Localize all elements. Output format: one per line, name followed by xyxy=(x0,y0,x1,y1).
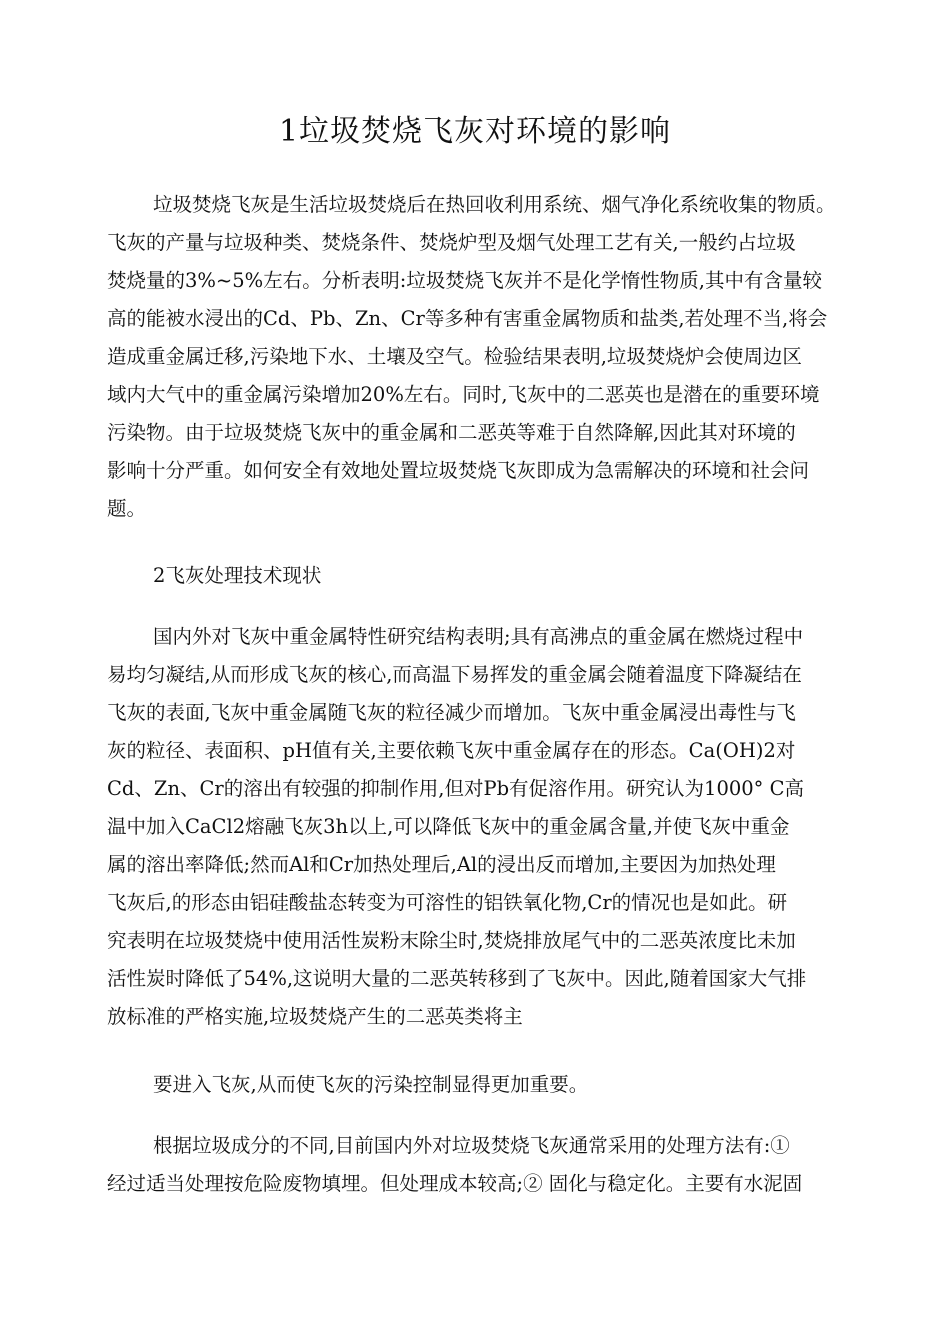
paragraph-line: 活性炭时降低了54%,这说明大量的二恶英转移到了飞灰中。因此,随着国家大气排 xyxy=(107,967,807,990)
paragraph-line: 经过适当处理按危险废物填埋。但处理成本较高;② 固化与稳定化。主要有水泥固 xyxy=(107,1172,803,1195)
paragraph-line: Cd、Zn、Cr的溶出有较强的抑制作用,但对Pb有促溶作用。研究认为1000° C高 xyxy=(107,777,805,800)
paragraph-line: 飞灰的产量与垃圾种类、焚烧条件、焚烧炉型及烟气处理工艺有关,一般约占垃圾 xyxy=(107,231,796,254)
paragraph-line: 造成重金属迁移,污染地下水、土壤及空气。检验结果表明,垃圾焚烧炉会使周边区 xyxy=(107,345,802,368)
paragraph-line: 焚烧量的3%~5%左右。分析表明:垃圾焚烧飞灰并不是化学惰性物质,其中有含量较 xyxy=(107,269,822,292)
paragraph-line: 影响十分严重。如何安全有效地处置垃圾焚烧飞灰即成为急需解决的环境和社会问 xyxy=(107,459,810,482)
paragraph-line: 放标准的严格实施,垃圾焚烧产生的二恶英类将主 xyxy=(107,1005,523,1028)
paragraph-line: 要进入飞灰,从而使飞灰的污染控制显得更加重要。 xyxy=(153,1073,589,1096)
section-heading: 2飞灰处理技术现状 xyxy=(153,564,322,587)
paragraph-line: 温中加入CaCl2熔融飞灰3h以上,可以降低飞灰中的重金属含量,并使飞灰中重金 xyxy=(107,815,790,838)
paragraph-line: 高的能被水浸出的Cd、Pb、Zn、Cr等多种有害重金属物质和盐类,若处理不当,将会 xyxy=(107,307,828,330)
paragraph-line: 污染物。由于垃圾焚烧飞灰中的重金属和二恶英等难于自然降解,因此其对环境的 xyxy=(107,421,796,444)
paragraph-line: 题。 xyxy=(107,497,147,520)
document-title: 1垃圾焚烧飞灰对环境的影响 xyxy=(278,114,672,149)
paragraph-line: 根据垃圾成分的不同,目前国内外对垃圾焚烧飞灰通常采用的处理方法有:① xyxy=(153,1134,790,1157)
paragraph-line: 飞灰的表面,飞灰中重金属随飞灰的粒径减少而增加。飞灰中重金属浸出毒性与飞 xyxy=(107,701,796,724)
paragraph-line: 灰的粒径、表面积、pH值有关,主要依赖飞灰中重金属存在的形态。Ca(OH)2对 xyxy=(107,739,796,762)
paragraph-line: 属的溶出率降低;然而Al和Cr加热处理后,Al的浸出反而增加,主要因为加热处理 xyxy=(107,853,776,876)
paragraph-line: 垃圾焚烧飞灰是生活垃圾焚烧后在热回收利用系统、烟气净化系统收集的物质。 xyxy=(153,193,836,216)
paragraph-line: 域内大气中的重金属污染增加20%左右。同时,飞灰中的二恶英也是潜在的重要环境 xyxy=(107,383,820,406)
paragraph-line: 究表明在垃圾焚烧中使用活性炭粉末除尘时,焚烧排放尾气中的二恶英浓度比未加 xyxy=(107,929,796,952)
paragraph-line: 飞灰后,的形态由铝硅酸盐态转变为可溶性的铝铁氧化物,Cr的情况也是如此。研 xyxy=(107,891,788,914)
paragraph-line: 国内外对飞灰中重金属特性研究结构表明;具有高沸点的重金属在燃烧过程中 xyxy=(153,625,804,648)
paragraph-line: 易均匀凝结,从而形成飞灰的核心,而高温下易挥发的重金属会随着温度下降凝结在 xyxy=(107,663,802,686)
